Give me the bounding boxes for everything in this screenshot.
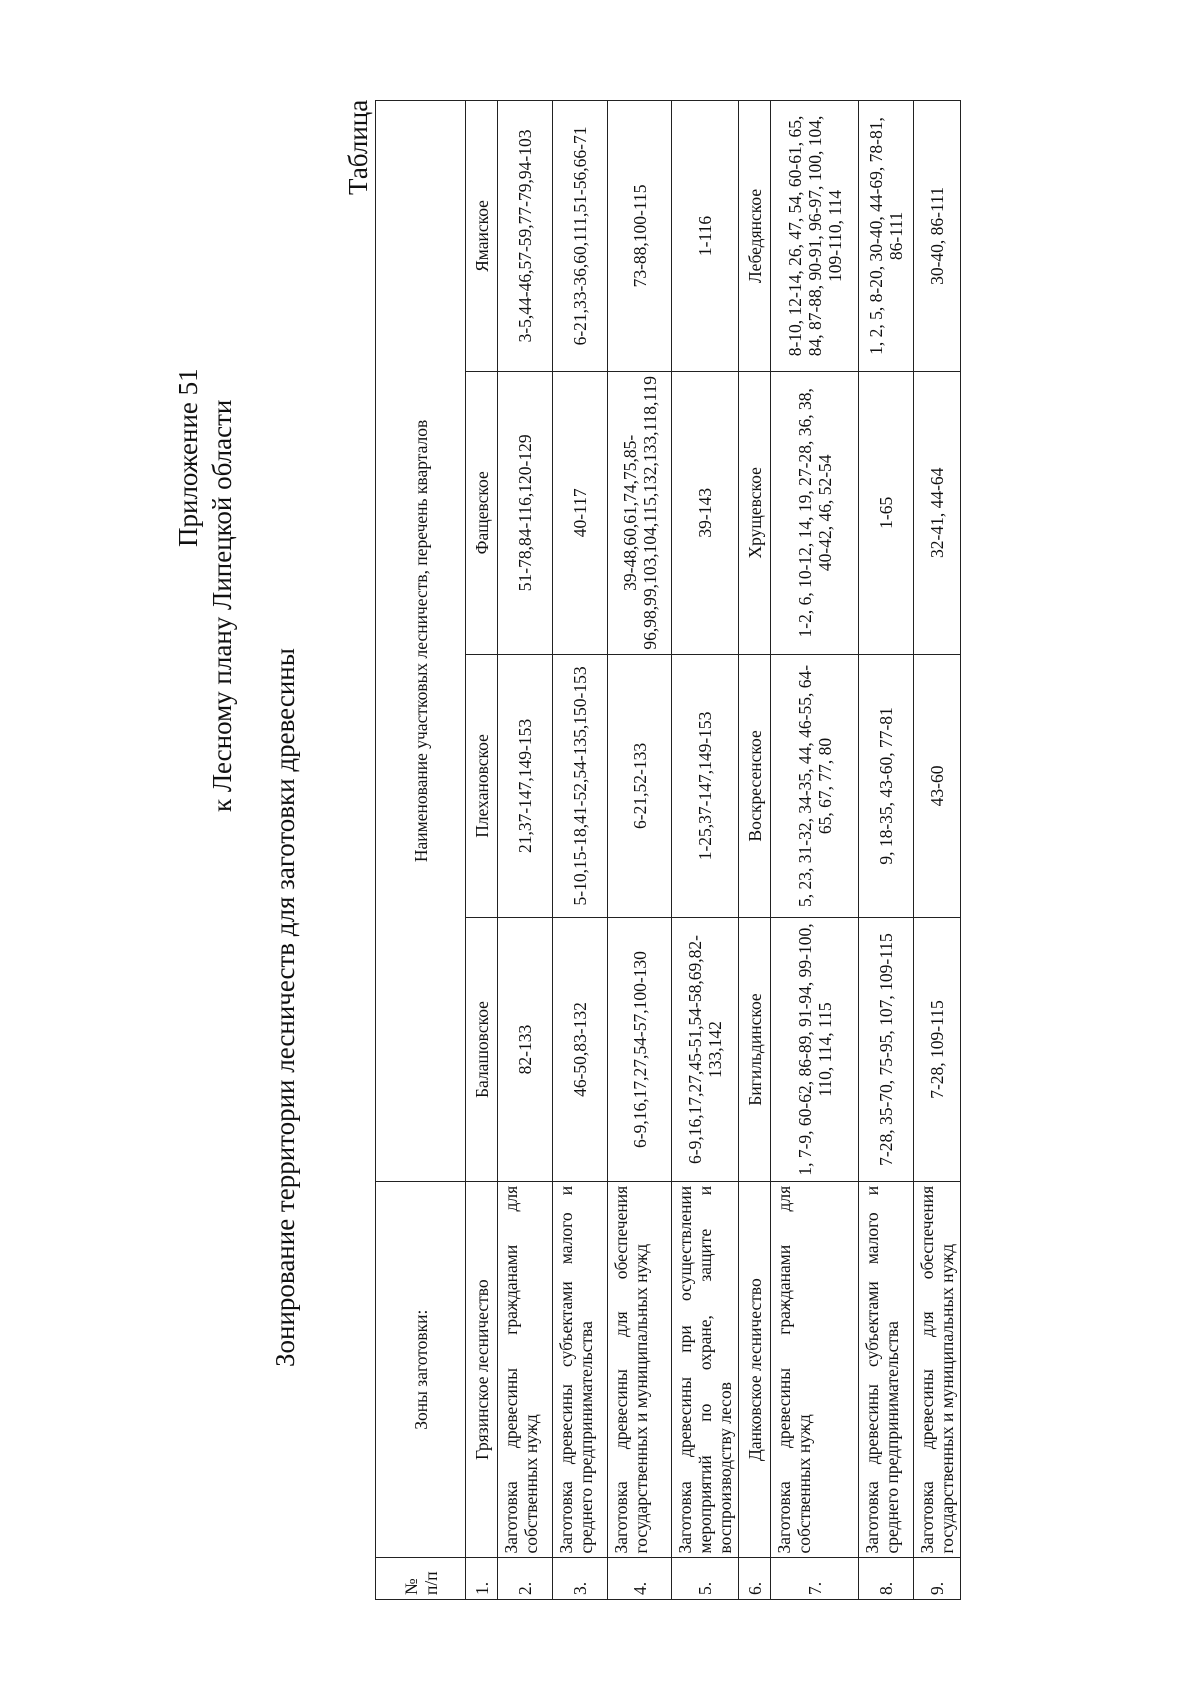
zone-name: Заготовка древесины гражданами для собственных нужд [498, 1181, 553, 1558]
zone-name: Заготовка древесины субъектами малого и среднего предпринимательства [553, 1181, 608, 1558]
quarters-list: 39-48,60,61,74,75,85-96,98,99,103,104,115,132,133,118,119 [608, 371, 672, 654]
quarters-list: 8-10, 12-14, 26, 47, 54, 60-61, 65, 84, 87-88, 90-91, 96-97, 100, 104, 109-110, 114 [771, 101, 859, 372]
table-row [859, 101, 914, 1600]
subforestry-name: Балашовское [466, 918, 498, 1182]
quarters-list: 3-5,44-46,57-59,77-79,94-103 [498, 101, 553, 372]
quarters-list: 6-9,16,17,27,45-51,54-58,69,82-133,142 [672, 918, 739, 1182]
quarters-list: 5, 23, 31-32, 34-35, 44, 46-55, 64-65, 67, 77, 80 [771, 654, 859, 918]
section-row [739, 101, 771, 1600]
zone-name: Заготовка древесины для обеспечения государственных и муниципальных нужд [608, 1181, 672, 1558]
zone-name: Заготовка древесины субъектами малого и среднего предпринимательства [859, 1181, 914, 1558]
quarters-list: 40-117 [553, 371, 608, 654]
quarters-list: 46-50,83-132 [553, 918, 608, 1182]
forestry-name: Грязинское лесничество [466, 1181, 498, 1558]
quarters-list: 43-60 [914, 654, 961, 918]
table-label: Таблица [343, 99, 373, 195]
table-body [466, 101, 961, 1600]
row-number: 7. [771, 1558, 859, 1600]
section-row [466, 101, 498, 1600]
subforestry-name: Фащевское [466, 371, 498, 654]
quarters-list: 1, 2, 5, 8-20, 30-40, 44-69, 78-81, 86-111 [859, 101, 914, 372]
row-number: 2. [498, 1558, 553, 1600]
table-row [553, 101, 608, 1600]
subforestry-name: Лебедянское [739, 101, 771, 372]
quarters-list: 21,37-147,149-153 [498, 654, 553, 918]
quarters-list: 1, 7-9, 60-62, 86-89, 91-94, 99-100, 110, 114, 115 [771, 918, 859, 1182]
table-row [771, 101, 859, 1600]
row-number: 9. [914, 1558, 961, 1600]
table-row [608, 101, 672, 1600]
quarters-list: 7-28, 35-70, 75-95, 107, 109-115 [859, 918, 914, 1182]
subforestry-name: Плехановское [466, 654, 498, 918]
quarters-list: 1-25,37-147,149-153 [672, 654, 739, 918]
header-zones: Зоны заготовки: [376, 1181, 466, 1558]
table-row [672, 101, 739, 1600]
row-number: 6. [739, 1558, 771, 1600]
zoning-table [375, 100, 961, 1600]
subforestry-name: Воскресенское [739, 654, 771, 918]
appendix-reference: к Лесному плану Липецкой области [207, 399, 237, 812]
appendix-number: Приложение 51 [173, 368, 203, 547]
row-number: 5. [672, 1558, 739, 1600]
quarters-list: 5-10,15-18,41-52,54-135,150-153 [553, 654, 608, 918]
header-num: № п/п [376, 1558, 466, 1600]
row-number: 4. [608, 1558, 672, 1600]
row-number: 8. [859, 1558, 914, 1600]
row-number: 3. [553, 1558, 608, 1600]
quarters-list: 7-28, 109-115 [914, 918, 961, 1182]
subforestry-name: Ямаиское [466, 101, 498, 372]
document-title: Зонирование территории лесничеств для заготовки древесины [270, 648, 300, 1367]
forestry-name: Данковское лесничество [739, 1181, 771, 1558]
quarters-list: 6-21,52-133 [608, 654, 672, 918]
zone-name: Заготовка древесины гражданами для собственных нужд [771, 1181, 859, 1558]
quarters-list: 73-88,100-115 [608, 101, 672, 372]
quarters-list: 1-65 [859, 371, 914, 654]
quarters-list: 1-116 [672, 101, 739, 372]
subforestry-name: Хрущевское [739, 371, 771, 654]
quarters-list: 32-41, 44-64 [914, 371, 961, 654]
quarters-list: 51-78,84-116,120-129 [498, 371, 553, 654]
subforestry-name: Бигильдинское [739, 918, 771, 1182]
quarters-list: 39-143 [672, 371, 739, 654]
quarters-list: 1-2, 6, 10-12, 14, 19, 27-28, 36, 38, 40-42, 46, 52-54 [771, 371, 859, 654]
table-row [914, 101, 961, 1600]
zone-name: Заготовка древесины для обеспечения государственных и муниципальных нужд [914, 1181, 961, 1558]
quarters-list: 6-21,33-36,60,111,51-56,66-71 [553, 101, 608, 372]
row-number: 1. [466, 1558, 498, 1600]
header-forestry-names: Наименование участковых лесничеств, перечень кварталов [376, 101, 466, 1182]
quarters-list: 30-40, 86-111 [914, 101, 961, 372]
quarters-list: 6-9,16,17,27,54-57,100-130 [608, 918, 672, 1182]
quarters-list: 9, 18-35, 43-60, 77-81 [859, 654, 914, 918]
zone-name: Заготовка древесины при осуществлении мероприятий по охране, защите и воспроизводству лесов [672, 1181, 739, 1558]
quarters-list: 82-133 [498, 918, 553, 1182]
table-row [498, 101, 553, 1600]
